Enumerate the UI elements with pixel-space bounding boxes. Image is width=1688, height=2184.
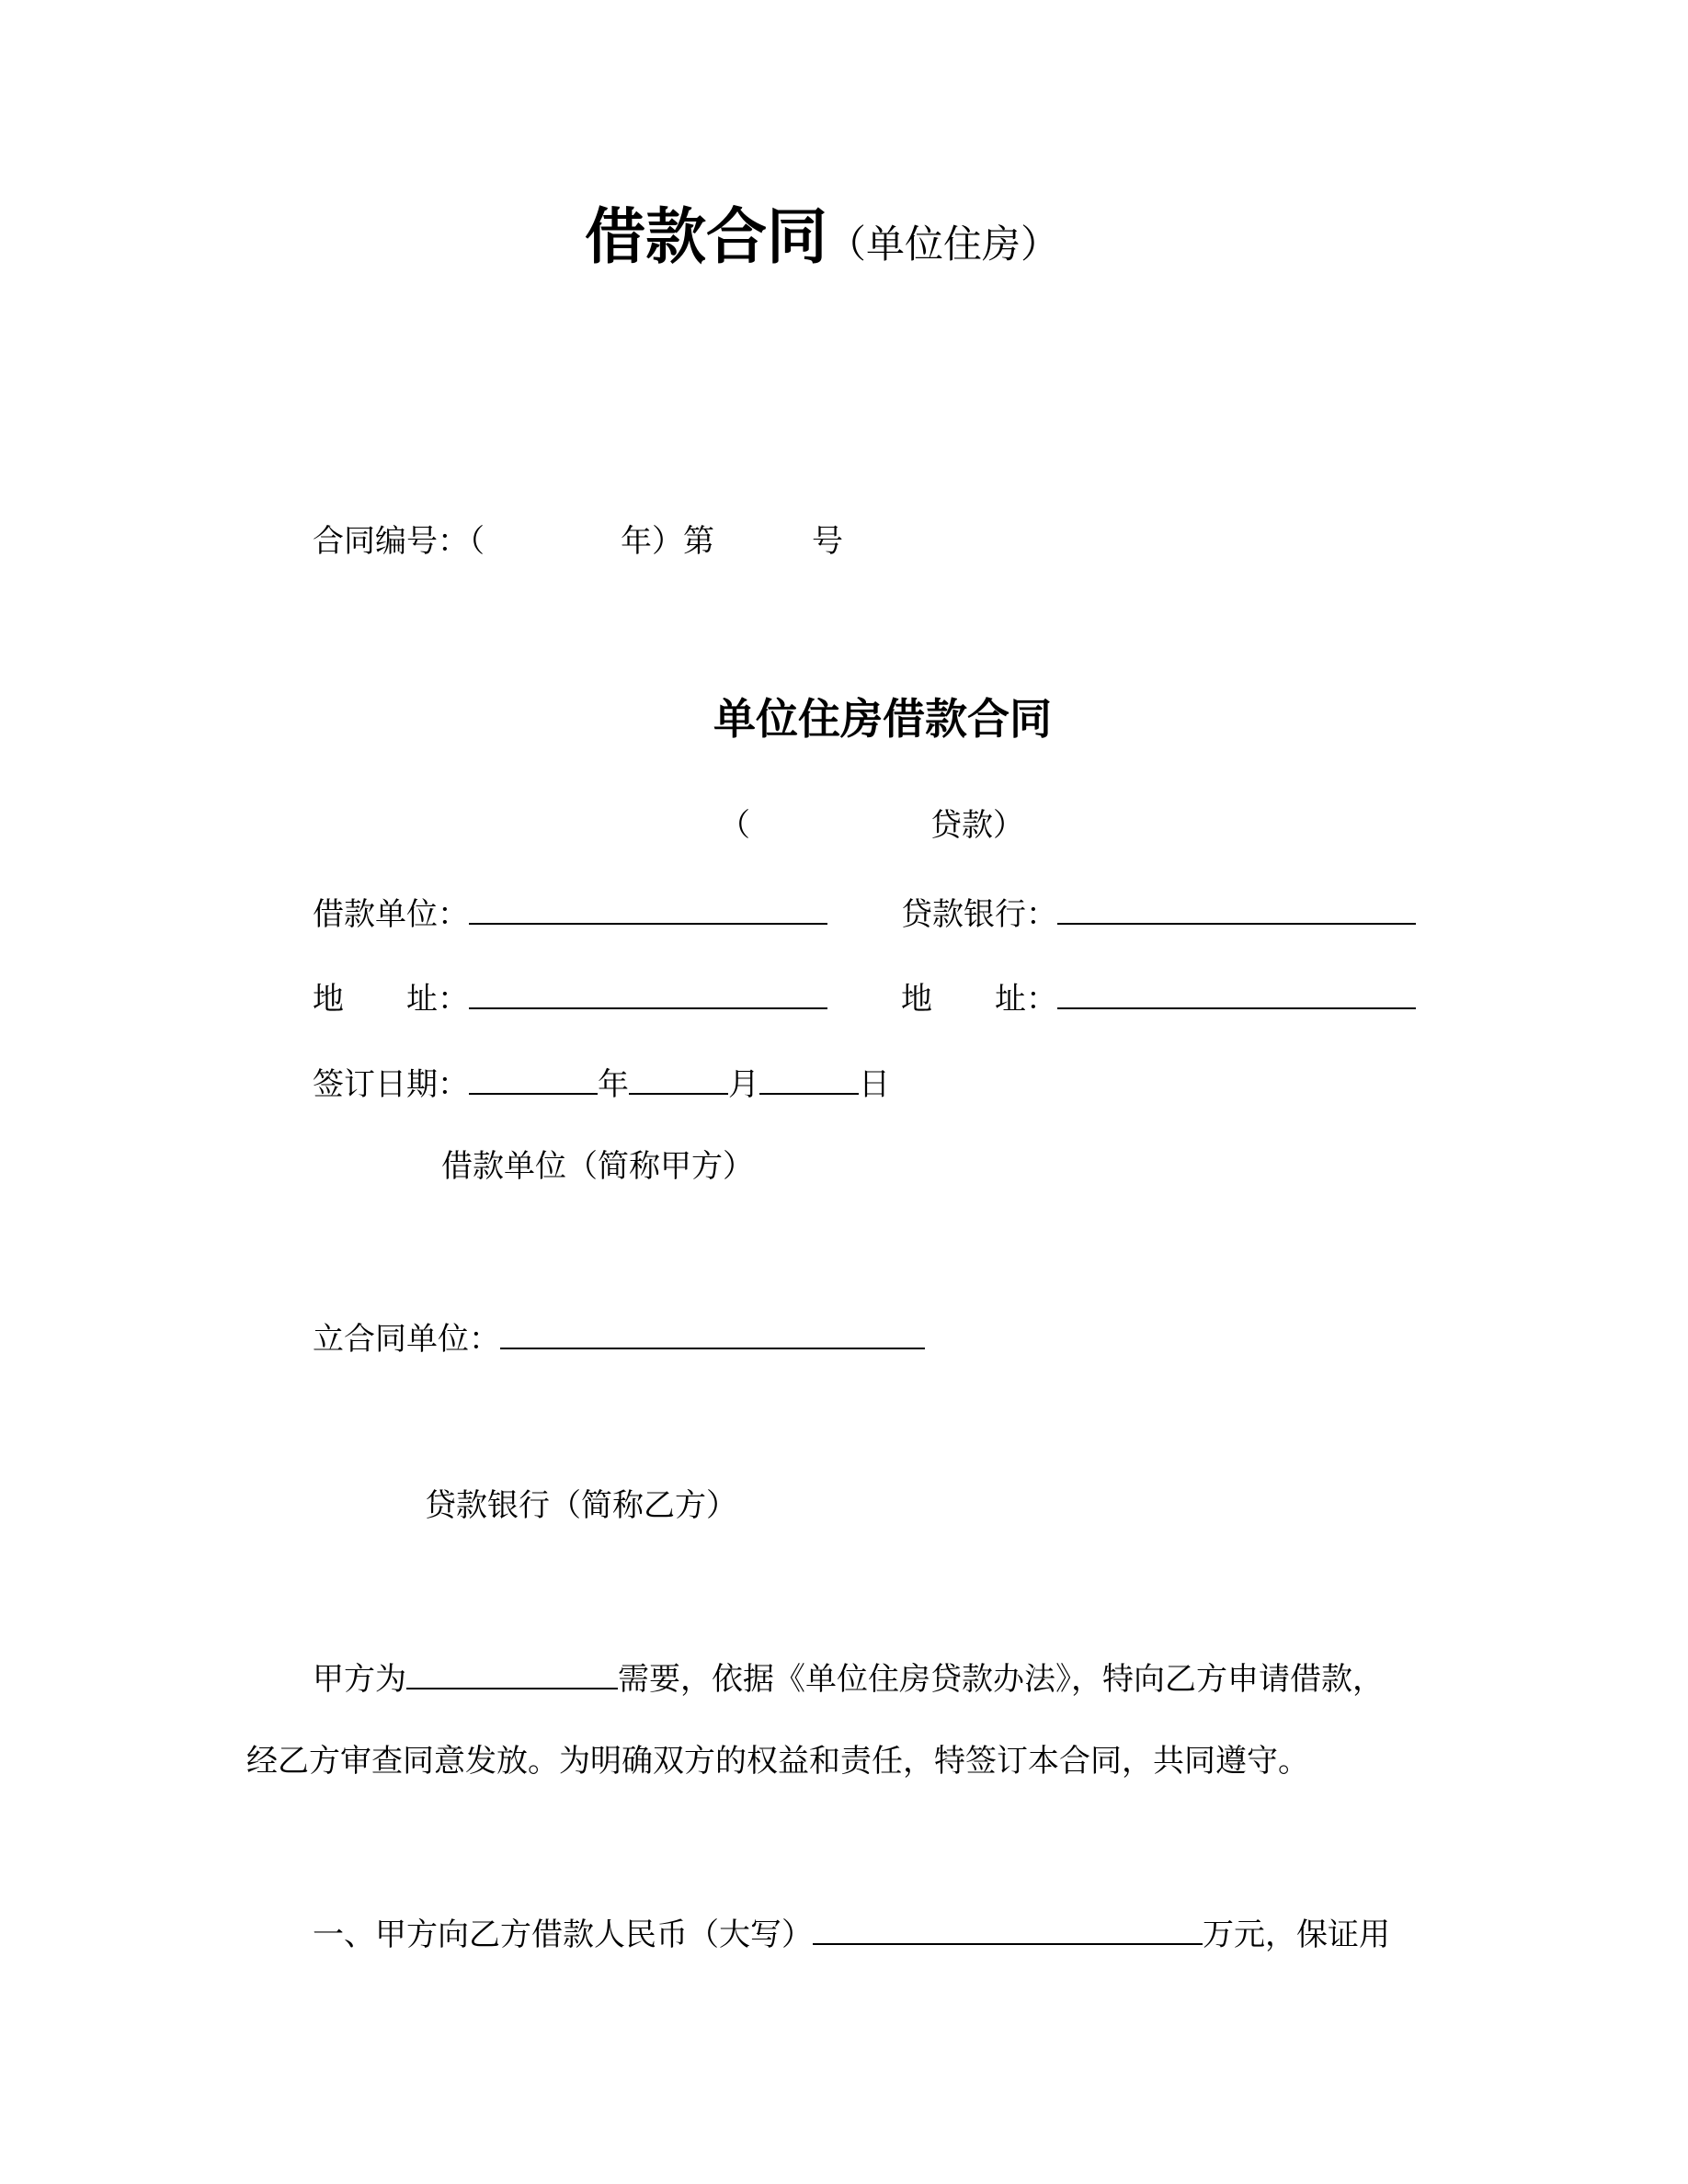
purpose-blank[interactable] <box>406 1655 618 1689</box>
contract-number-year: 年）第 <box>621 523 714 560</box>
loan-type-close: 贷款） <box>930 807 1024 844</box>
bank-address-label: 地 址： <box>901 981 1057 1018</box>
loan-amount-blank[interactable] <box>813 1910 1203 1945</box>
contracting-unit-label: 立合同单位： <box>313 1321 500 1358</box>
sign-date-field <box>313 1060 890 1107</box>
preamble-line-1 <box>313 1655 1384 1701</box>
party-a-label: 借款单位（简称甲方） <box>441 1148 754 1185</box>
borrower-field <box>313 890 827 937</box>
contract-number-suffix: 号 <box>812 523 843 560</box>
borrower-address-field <box>313 974 827 1021</box>
contract-number-line <box>313 519 843 563</box>
bank-address-blank[interactable] <box>1057 974 1416 1009</box>
contracting-unit-field <box>313 1314 925 1361</box>
sign-month-blank[interactable] <box>629 1060 728 1095</box>
sign-year-blank[interactable] <box>469 1060 598 1095</box>
clause-1-suffix: 万元，保证用 <box>1203 1917 1390 1953</box>
bank-field <box>901 890 1416 937</box>
sign-day-label: 日 <box>859 1066 890 1103</box>
loan-type-open: （ <box>719 807 750 844</box>
sign-day-blank[interactable] <box>759 1060 859 1095</box>
preamble-prefix: 甲方为 <box>313 1661 406 1698</box>
clause-1-prefix: 一、甲方向乙方借款人民币（大写） <box>313 1917 813 1953</box>
title-note: （单位住房） <box>827 222 1060 267</box>
subtitle: 单位住房借款合同 <box>713 694 1052 744</box>
sign-year-label: 年 <box>598 1066 629 1103</box>
sign-date-label: 签订日期： <box>313 1066 469 1103</box>
contract-number-label: 合同编号： <box>313 523 469 560</box>
bank-label: 贷款银行： <box>901 896 1057 933</box>
borrower-blank[interactable] <box>469 890 827 925</box>
bank-address-field <box>901 974 1416 1021</box>
contract-number-open-paren: （ <box>469 523 485 560</box>
preamble-line1-rest: 需要，依据《单位住房贷款办法》，特向乙方申请借款， <box>618 1661 1384 1698</box>
bank-blank[interactable] <box>1057 890 1416 925</box>
clause-1 <box>313 1910 1390 1957</box>
party-b-label: 贷款银行（简称乙方） <box>425 1487 737 1524</box>
sign-month-label: 月 <box>728 1066 759 1103</box>
borrower-address-blank[interactable] <box>469 974 827 1009</box>
borrower-label: 借款单位： <box>313 896 469 933</box>
preamble-line-2: 经乙方审查同意发放。为明确双方的权益和责任，特签订本合同，共同遵守。 <box>246 1743 1309 1780</box>
title-main: 借款合同 <box>585 201 827 272</box>
loan-type-line <box>719 803 1024 847</box>
contracting-unit-blank[interactable] <box>500 1314 925 1349</box>
document-title <box>585 200 1059 274</box>
borrower-address-label: 地 址： <box>313 981 469 1018</box>
